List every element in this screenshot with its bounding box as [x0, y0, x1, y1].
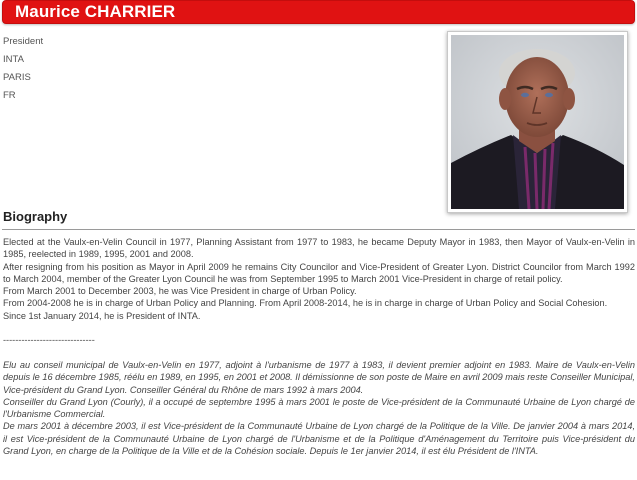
bio-fr-paragraph: Elu au conseil municipal de Vaulx-en-Velin en 1977, adjoint à l'urbanisme de 1977 à 1983, il devient premier adjoint en 1983. Maire de Vaulx-en-Velin depuis le 16 décembre 1985, réélu en 1989, en 1995, en 2001 et 2008. Il démissionne de son poste de Maire en avril 2009 mais reste Conseiller Municipal, Vice-président du Grand Lyon. Conseiller Général du Rhône de mars 1992 à mars 2004. — [3, 359, 635, 395]
profile-info — [3, 36, 43, 108]
portrait-photo-icon — [451, 35, 624, 209]
profile-role: President — [3, 36, 44, 47]
profile-organization: INTA — [3, 54, 24, 65]
bio-en-paragraph: From 2004-2008 he is in charge of Urban Policy and Planning. From April 2008-2014, he is in charge in charge of Urban Policy and Social Cohesion. — [3, 298, 608, 309]
bio-en-paragraph: From March 2001 to December 2003, he was Vice President in charge of Urban Policy. — [3, 286, 357, 297]
bio-en-paragraph: Elected at the Vaulx-en-Velin Council in 1977, Planning Assistant from 1977 to 1983, he became Deputy Mayor in 1983, then Mayor of Vaulx-en-Velin in 1985, reelected in 1989, 1995, 2001 and 2008. — [3, 237, 635, 260]
biography-body — [3, 236, 635, 457]
bio-fr-paragraph: Conseiller du Grand Lyon (Courly), il a occupé de septembre 1995 à mars 2001 le poste de Vice-président de la Communauté Urbaine de Lyon chargé de l'Urbanisme Commercial. — [3, 396, 635, 420]
bio-en-paragraph: After resigning from his position as Mayor in April 2009 he remains City Councilor and Vice-President of Greater Lyon. District Councilor from March 1992 to March 2004, member of the Greater Lyon Council he was from September 1995 to March 2001 Vice-President in charge of retail policy. — [3, 261, 635, 284]
language-separator: ------------------------------ — [3, 335, 95, 346]
bio-fr-paragraph: De mars 2001 à décembre 2003, il est Vice-président de la Communauté Urbaine de Lyon chargé de la Politique de la Ville. De janvier 2004 à mars 2014, il est Vice-président de la Communauté Urbaine de Lyon chargé de l'Urbanisme et de la Politique d'Aménagement du Territoire puis Vice-président du Grand Lyon, en charge de la Politique de la Ville et de la Cohésion sociale. Depuis le 1er janvier 2014, il est élu Président de l'INTA. — [3, 421, 635, 457]
biography-divider — [2, 229, 635, 230]
profile-country: FR — [3, 90, 16, 101]
portrait-frame — [447, 31, 628, 213]
profile-city: PARIS — [3, 72, 31, 83]
name-header-bar — [2, 0, 635, 24]
biography-heading: Biography — [3, 209, 68, 224]
person-name-title: Maurice CHARRIER — [15, 2, 176, 21]
bio-en-paragraph: Since 1st January 2014, he is President of INTA. — [3, 310, 201, 321]
